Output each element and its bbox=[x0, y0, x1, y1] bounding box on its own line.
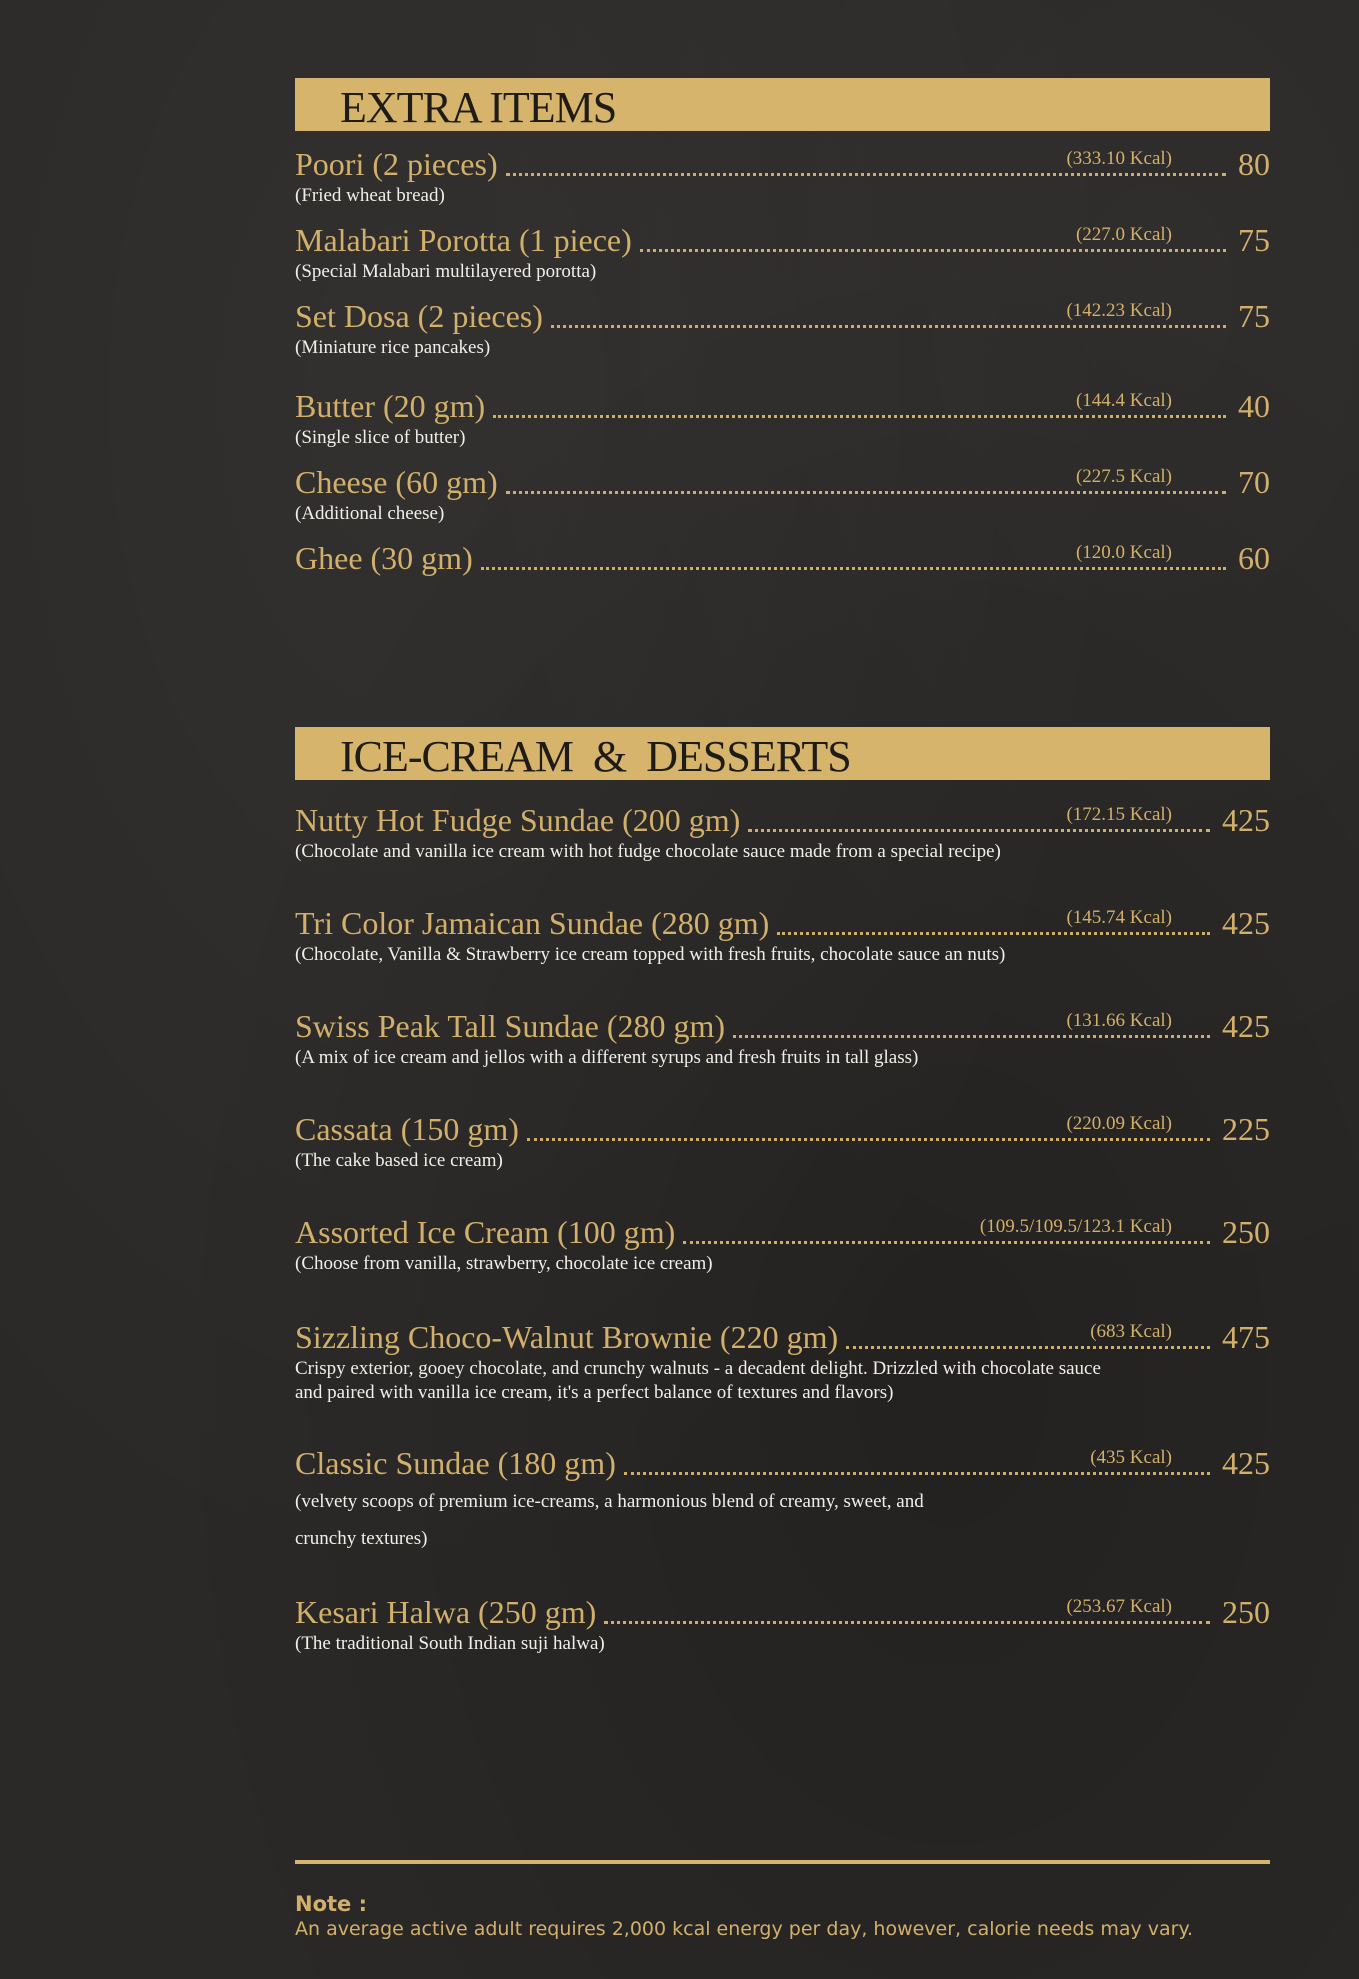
menu-item bbox=[295, 388, 1270, 450]
item-name: Ghee (30 gm) bbox=[295, 540, 473, 576]
leader-dots bbox=[624, 1472, 1210, 1475]
item-kcal: (333.10 Kcal) bbox=[1066, 148, 1172, 169]
item-description: (The cake based ice cream) bbox=[295, 1150, 503, 1171]
footer-divider bbox=[295, 1860, 1270, 1864]
leader-dots bbox=[493, 415, 1226, 418]
leader-dots bbox=[640, 249, 1226, 252]
item-name: Classic Sundae (180 gm) bbox=[295, 1445, 616, 1481]
item-description: (Chocolate, Vanilla & Strawberry ice cream topped with fresh fruits, chocolate sauce an nuts) bbox=[295, 944, 1006, 965]
item-price: 250 bbox=[1222, 1594, 1270, 1630]
item-description: (Fried wheat bread) bbox=[295, 185, 445, 206]
leader-dots bbox=[777, 932, 1210, 935]
item-kcal: (220.09 Kcal) bbox=[1066, 1113, 1172, 1134]
menu-item bbox=[295, 1111, 1270, 1173]
item-name: Malabari Porotta (1 piece) bbox=[295, 222, 632, 258]
item-kcal: (144.4 Kcal) bbox=[1075, 390, 1172, 411]
item-description: (Chocolate and vanilla ice cream with hot fudge chocolate sauce made from a special recipe) bbox=[295, 841, 1001, 862]
leader-dots bbox=[846, 1346, 1210, 1349]
section-banner-extra-items bbox=[295, 78, 1270, 131]
menu-item bbox=[295, 1594, 1270, 1656]
item-price: 40 bbox=[1238, 388, 1270, 424]
item-kcal: (227.0 Kcal) bbox=[1075, 224, 1172, 245]
item-name: Tri Color Jamaican Sundae (280 gm) bbox=[295, 905, 770, 941]
menu-item bbox=[295, 802, 1270, 864]
item-name: Assorted Ice Cream (100 gm) bbox=[295, 1214, 676, 1250]
item-name: Cassata (150 gm) bbox=[295, 1111, 519, 1147]
section-title: EXTRA ITEMS bbox=[340, 83, 617, 132]
item-name: Cheese (60 gm) bbox=[295, 464, 498, 500]
item-kcal: (120.0 Kcal) bbox=[1075, 542, 1172, 563]
item-kcal: (131.66 Kcal) bbox=[1066, 1010, 1172, 1031]
item-kcal: (109.5/109.5/123.1 Kcal) bbox=[979, 1216, 1172, 1237]
item-description: (Additional cheese) bbox=[295, 503, 445, 524]
item-description: Crispy exterior, gooey chocolate, and crunchy walnuts - a decadent delight. Drizzled with chocolate sauce and paired with vanilla ice cream, it's a perfect balance of textures and flavors) bbox=[295, 1358, 1101, 1403]
item-description: (Special Malabari multilayered porotta) bbox=[295, 261, 597, 282]
item-name: Set Dosa (2 pieces) bbox=[295, 298, 543, 334]
leader-dots bbox=[506, 491, 1226, 494]
item-kcal: (145.74 Kcal) bbox=[1066, 907, 1172, 928]
item-kcal: (435 Kcal) bbox=[1090, 1447, 1172, 1468]
item-price: 425 bbox=[1222, 802, 1270, 838]
item-price: 425 bbox=[1222, 1445, 1270, 1481]
item-kcal: (253.67 Kcal) bbox=[1066, 1596, 1172, 1617]
leader-dots bbox=[748, 829, 1210, 832]
item-price: 475 bbox=[1222, 1319, 1270, 1355]
section-title: ICE-CREAM & DESSERTS bbox=[340, 732, 851, 781]
leader-dots bbox=[604, 1621, 1210, 1624]
leader-dots bbox=[551, 325, 1226, 328]
section-banner-desserts bbox=[295, 727, 1270, 780]
menu-item bbox=[295, 1445, 1270, 1557]
menu-item bbox=[295, 905, 1270, 967]
item-price: 60 bbox=[1238, 540, 1270, 576]
menu-item bbox=[295, 222, 1270, 284]
item-name: Nutty Hot Fudge Sundae (200 gm) bbox=[295, 802, 741, 838]
item-kcal: (227.5 Kcal) bbox=[1075, 466, 1172, 487]
leader-dots bbox=[506, 173, 1226, 176]
leader-dots bbox=[481, 567, 1226, 570]
item-price: 425 bbox=[1222, 905, 1270, 941]
item-description: (Choose from vanilla, strawberry, chocolate ice cream) bbox=[295, 1253, 713, 1274]
menu-item bbox=[295, 146, 1270, 208]
item-price: 75 bbox=[1238, 298, 1270, 334]
item-price: 225 bbox=[1222, 1111, 1270, 1147]
item-name: Butter (20 gm) bbox=[295, 388, 486, 424]
note-text: An average active adult requires 2,000 kcal energy per day, however, calorie needs may vary. bbox=[295, 1918, 1194, 1940]
leader-dots bbox=[683, 1241, 1210, 1244]
menu-item bbox=[295, 1214, 1270, 1276]
item-price: 70 bbox=[1238, 464, 1270, 500]
menu-item bbox=[295, 298, 1270, 360]
item-price: 75 bbox=[1238, 222, 1270, 258]
item-description: (velvety scoops of premium ice-creams, a harmonious blend of creamy, sweet, and crunchy textures) bbox=[295, 1491, 924, 1549]
item-kcal: (172.15 Kcal) bbox=[1066, 804, 1172, 825]
menu-item bbox=[295, 1319, 1270, 1405]
item-price: 250 bbox=[1222, 1214, 1270, 1250]
leader-dots bbox=[733, 1035, 1210, 1038]
item-name: Poori (2 pieces) bbox=[295, 146, 498, 182]
item-price: 425 bbox=[1222, 1008, 1270, 1044]
menu-item bbox=[295, 464, 1270, 526]
item-description: (A mix of ice cream and jellos with a different syrups and fresh fruits in tall glass) bbox=[295, 1047, 919, 1068]
item-name: Swiss Peak Tall Sundae (280 gm) bbox=[295, 1008, 726, 1044]
note-title: Note : bbox=[295, 1892, 367, 1916]
item-price: 80 bbox=[1238, 146, 1270, 182]
item-kcal: (142.23 Kcal) bbox=[1066, 300, 1172, 321]
item-name: Kesari Halwa (250 gm) bbox=[295, 1594, 597, 1630]
menu-item bbox=[295, 540, 1270, 584]
item-description: (Miniature rice pancakes) bbox=[295, 337, 491, 358]
item-description: (Single slice of butter) bbox=[295, 427, 466, 448]
item-kcal: (683 Kcal) bbox=[1090, 1321, 1172, 1342]
menu-item bbox=[295, 1008, 1270, 1070]
item-name: Sizzling Choco-Walnut Brownie (220 gm) bbox=[295, 1319, 839, 1355]
leader-dots bbox=[527, 1138, 1210, 1141]
item-description: (The traditional South Indian suji halwa) bbox=[295, 1633, 605, 1654]
